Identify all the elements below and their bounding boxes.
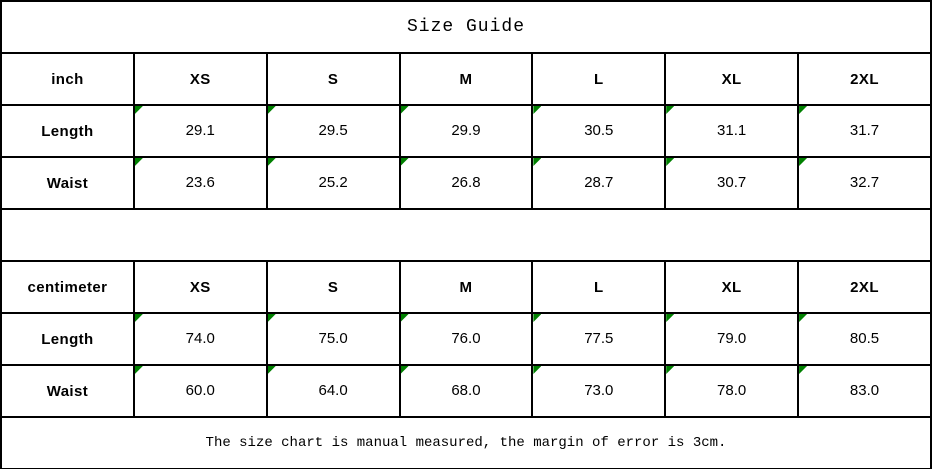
measurement-value: 78.0 xyxy=(717,382,747,399)
measurement-value-cell xyxy=(400,157,533,209)
measurement-value-cell xyxy=(532,105,665,157)
size-header-m: M xyxy=(400,53,533,105)
centimeter-length-row xyxy=(1,313,931,365)
measurement-value: 79.0 xyxy=(717,330,747,347)
comment-flag-icon xyxy=(135,106,143,114)
comment-flag-icon xyxy=(533,158,541,166)
unit-label-centimeter: centimeter xyxy=(1,261,134,313)
measurement-value: 30.7 xyxy=(717,174,747,191)
measurement-value: 29.5 xyxy=(318,122,348,139)
measurement-value-cell xyxy=(798,365,931,417)
comment-flag-icon xyxy=(268,106,276,114)
inch-header-row xyxy=(1,53,931,105)
note-row xyxy=(1,417,931,469)
measurement-value: 30.5 xyxy=(584,122,614,139)
comment-flag-icon xyxy=(666,106,674,114)
inch-length-row xyxy=(1,105,931,157)
measurement-value: 32.7 xyxy=(849,174,880,191)
comment-flag-icon xyxy=(666,366,674,374)
measurement-value: 68.0 xyxy=(451,382,481,399)
comment-flag-icon xyxy=(268,366,276,374)
comment-flag-icon xyxy=(268,158,276,166)
measurement-value: 31.7 xyxy=(849,122,880,139)
measurement-value-cell xyxy=(134,157,267,209)
measurement-value-cell xyxy=(267,157,400,209)
measurement-value-cell xyxy=(665,105,798,157)
measurement-value-cell xyxy=(134,365,267,417)
centimeter-waist-row xyxy=(1,365,931,417)
measurement-label-length: Length xyxy=(1,105,134,157)
size-header-l: L xyxy=(532,53,665,105)
measurement-value-cell xyxy=(400,105,533,157)
measurement-note: The size chart is manual measured, the margin of error is 3cm. xyxy=(1,417,931,469)
measurement-value: 75.0 xyxy=(318,330,348,347)
measurement-value: 64.0 xyxy=(318,382,348,399)
comment-flag-icon xyxy=(401,106,409,114)
measurement-value: 73.0 xyxy=(584,382,614,399)
comment-flag-icon xyxy=(799,314,807,322)
measurement-value-cell xyxy=(665,313,798,365)
spacer-row xyxy=(1,209,931,261)
size-header-xs: XS xyxy=(134,261,267,313)
measurement-label-waist: Waist xyxy=(1,157,134,209)
measurement-value-cell xyxy=(798,105,931,157)
page-title: Size Guide xyxy=(1,1,931,53)
comment-flag-icon xyxy=(135,314,143,322)
spacer-cell xyxy=(1,209,931,261)
measurement-value-cell xyxy=(798,313,931,365)
measurement-value-cell xyxy=(400,365,533,417)
comment-flag-icon xyxy=(401,366,409,374)
measurement-value: 28.7 xyxy=(584,174,614,191)
inch-waist-row xyxy=(1,157,931,209)
measurement-value: 74.0 xyxy=(185,330,215,347)
measurement-value: 31.1 xyxy=(717,122,747,139)
comment-flag-icon xyxy=(799,366,807,374)
size-header-s: S xyxy=(267,53,400,105)
measurement-label-length: Length xyxy=(1,313,134,365)
size-header-xl: XL xyxy=(665,53,798,105)
size-header-m: M xyxy=(400,261,533,313)
measurement-value-cell xyxy=(267,365,400,417)
measurement-value-cell xyxy=(267,105,400,157)
unit-label-inch: inch xyxy=(1,53,134,105)
comment-flag-icon xyxy=(666,158,674,166)
measurement-value: 26.8 xyxy=(451,174,481,191)
comment-flag-icon xyxy=(533,314,541,322)
measurement-value: 60.0 xyxy=(185,382,215,399)
measurement-value-cell xyxy=(400,313,533,365)
size-header-l: L xyxy=(532,261,665,313)
comment-flag-icon xyxy=(533,106,541,114)
size-header-2xl: 2XL xyxy=(798,53,931,105)
measurement-value: 76.0 xyxy=(451,330,481,347)
comment-flag-icon xyxy=(401,158,409,166)
measurement-value-cell xyxy=(665,157,798,209)
measurement-value-cell xyxy=(532,157,665,209)
comment-flag-icon xyxy=(268,314,276,322)
measurement-value: 77.5 xyxy=(584,330,614,347)
measurement-value: 29.1 xyxy=(185,122,215,139)
comment-flag-icon xyxy=(666,314,674,322)
measurement-value: 23.6 xyxy=(185,174,215,191)
measurement-value: 83.0 xyxy=(849,382,880,399)
comment-flag-icon xyxy=(799,106,807,114)
size-header-xl: XL xyxy=(665,261,798,313)
measurement-value-cell xyxy=(267,313,400,365)
size-header-s: S xyxy=(267,261,400,313)
centimeter-header-row xyxy=(1,261,931,313)
measurement-value: 80.5 xyxy=(849,330,880,347)
measurement-value-cell xyxy=(134,313,267,365)
measurement-value-cell xyxy=(134,105,267,157)
measurement-value-cell xyxy=(532,365,665,417)
size-header-xs: XS xyxy=(134,53,267,105)
comment-flag-icon xyxy=(135,158,143,166)
comment-flag-icon xyxy=(401,314,409,322)
comment-flag-icon xyxy=(799,158,807,166)
measurement-label-waist: Waist xyxy=(1,365,134,417)
measurement-value: 25.2 xyxy=(318,174,348,191)
size-header-2xl: 2XL xyxy=(798,261,931,313)
measurement-value: 29.9 xyxy=(451,122,481,139)
measurement-value-cell xyxy=(798,157,931,209)
comment-flag-icon xyxy=(533,366,541,374)
measurement-value-cell xyxy=(532,313,665,365)
title-row xyxy=(1,1,931,53)
comment-flag-icon xyxy=(135,366,143,374)
measurement-value-cell xyxy=(665,365,798,417)
